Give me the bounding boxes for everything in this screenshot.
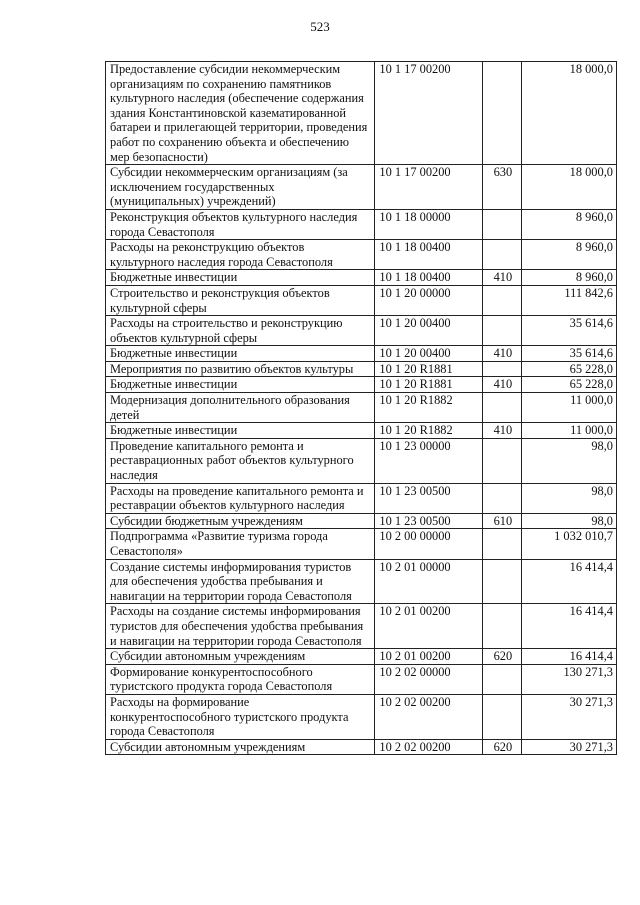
row-code-cell: 10 1 18 00400 bbox=[375, 270, 483, 286]
row-code-cell: 10 1 20 R1881 bbox=[375, 361, 483, 377]
row-amount-cell: 30 271,3 bbox=[522, 739, 617, 755]
row-code-cell: 10 2 01 00200 bbox=[375, 604, 483, 649]
row-name-cell: Создание системы информирования туристов для обеспечения удобства пребывания и навигации на территории города Севастополя bbox=[106, 559, 375, 604]
row-code-cell: 10 1 23 00000 bbox=[375, 438, 483, 483]
table-row bbox=[106, 559, 617, 604]
row-name-cell: Проведение капитального ремонта и реставрационных работ объектов культурного наследия bbox=[106, 438, 375, 483]
row-name-cell: Строительство и реконструкция объектов культурной сферы bbox=[106, 285, 375, 315]
row-code-cell: 10 2 01 00000 bbox=[375, 559, 483, 604]
row-code-cell: 10 2 02 00000 bbox=[375, 664, 483, 694]
row-name-cell: Бюджетные инвестиции bbox=[106, 377, 375, 393]
row-amount-cell: 98,0 bbox=[522, 483, 617, 513]
row-code-cell: 10 1 20 00400 bbox=[375, 316, 483, 346]
row-expense-type-cell: 630 bbox=[483, 165, 522, 210]
row-expense-type-cell: 620 bbox=[483, 649, 522, 665]
row-name-cell: Расходы на строительство и реконструкцию объектов культурной сферы bbox=[106, 316, 375, 346]
row-expense-type-cell: 410 bbox=[483, 423, 522, 439]
row-code-cell: 10 2 02 00200 bbox=[375, 739, 483, 755]
row-code-cell: 10 2 02 00200 bbox=[375, 694, 483, 739]
table-row bbox=[106, 604, 617, 649]
row-amount-cell: 16 414,4 bbox=[522, 604, 617, 649]
row-name-cell: Субсидии автономным учреждениям bbox=[106, 649, 375, 665]
row-expense-type-cell: 610 bbox=[483, 513, 522, 529]
table-row bbox=[106, 316, 617, 346]
table-row bbox=[106, 377, 617, 393]
table-row bbox=[106, 346, 617, 362]
row-name-cell: Реконструкция объектов культурного наследия города Севастополя bbox=[106, 209, 375, 239]
row-name-cell: Модернизация дополнительного образования детей bbox=[106, 393, 375, 423]
row-code-cell: 10 1 17 00200 bbox=[375, 62, 483, 165]
table-row bbox=[106, 664, 617, 694]
row-name-cell: Расходы на создание системы информирования туристов для обеспечения удобства пребывания и навигации на территории города Севастополя bbox=[106, 604, 375, 649]
table-row bbox=[106, 240, 617, 270]
row-code-cell: 10 2 01 00200 bbox=[375, 649, 483, 665]
row-name-cell: Бюджетные инвестиции bbox=[106, 423, 375, 439]
row-name-cell: Расходы на проведение капитального ремонта и реставрации объектов культурного наследия bbox=[106, 483, 375, 513]
row-expense-type-cell: 620 bbox=[483, 739, 522, 755]
table-row bbox=[106, 513, 617, 529]
row-expense-type-cell bbox=[483, 694, 522, 739]
row-expense-type-cell bbox=[483, 393, 522, 423]
row-name-cell: Подпрограмма «Развитие туризма города Севастополя» bbox=[106, 529, 375, 559]
row-amount-cell: 65 228,0 bbox=[522, 361, 617, 377]
row-code-cell: 10 1 23 00500 bbox=[375, 483, 483, 513]
budget-table bbox=[105, 61, 617, 755]
row-amount-cell: 65 228,0 bbox=[522, 377, 617, 393]
row-name-cell: Расходы на формирование конкурентоспособного туристского продукта города Севастополя bbox=[106, 694, 375, 739]
table-row bbox=[106, 483, 617, 513]
row-code-cell: 10 2 00 00000 bbox=[375, 529, 483, 559]
table-row bbox=[106, 361, 617, 377]
row-expense-type-cell bbox=[483, 62, 522, 165]
row-expense-type-cell bbox=[483, 316, 522, 346]
table-row bbox=[106, 285, 617, 315]
table-row bbox=[106, 649, 617, 665]
table-row bbox=[106, 694, 617, 739]
row-expense-type-cell: 410 bbox=[483, 270, 522, 286]
row-expense-type-cell bbox=[483, 559, 522, 604]
row-amount-cell: 30 271,3 bbox=[522, 694, 617, 739]
row-name-cell: Формирование конкурентоспособного туристского продукта города Севастополя bbox=[106, 664, 375, 694]
table-row bbox=[106, 529, 617, 559]
table-row bbox=[106, 393, 617, 423]
page-number: 523 bbox=[310, 19, 330, 34]
row-code-cell: 10 1 18 00000 bbox=[375, 209, 483, 239]
table-row bbox=[106, 270, 617, 286]
budget-table-body bbox=[106, 62, 617, 755]
table-row bbox=[106, 438, 617, 483]
row-code-cell: 10 1 20 00000 bbox=[375, 285, 483, 315]
row-amount-cell: 98,0 bbox=[522, 438, 617, 483]
row-amount-cell: 8 960,0 bbox=[522, 240, 617, 270]
row-expense-type-cell bbox=[483, 483, 522, 513]
table-row bbox=[106, 165, 617, 210]
row-amount-cell: 11 000,0 bbox=[522, 393, 617, 423]
row-code-cell: 10 1 17 00200 bbox=[375, 165, 483, 210]
row-amount-cell: 8 960,0 bbox=[522, 270, 617, 286]
row-expense-type-cell bbox=[483, 438, 522, 483]
row-code-cell: 10 1 20 00400 bbox=[375, 346, 483, 362]
row-name-cell: Бюджетные инвестиции bbox=[106, 346, 375, 362]
row-code-cell: 10 1 20 R1882 bbox=[375, 393, 483, 423]
row-amount-cell: 11 000,0 bbox=[522, 423, 617, 439]
table-row bbox=[106, 209, 617, 239]
row-name-cell: Предоставление субсидии некоммерческим организациям по сохранению памятников культурного наследия (обеспечение содержания здания Константиновской казематированной батареи и прилегающей территории, проведения работ по сохранению объекта и обеспечению мер безопасности) bbox=[106, 62, 375, 165]
row-amount-cell: 35 614,6 bbox=[522, 346, 617, 362]
row-name-cell: Расходы на реконструкцию объектов культурного наследия города Севастополя bbox=[106, 240, 375, 270]
row-code-cell: 10 1 18 00400 bbox=[375, 240, 483, 270]
row-code-cell: 10 1 23 00500 bbox=[375, 513, 483, 529]
row-name-cell: Субсидии бюджетным учреждениям bbox=[106, 513, 375, 529]
row-name-cell: Мероприятия по развитию объектов культуры bbox=[106, 361, 375, 377]
row-name-cell: Бюджетные инвестиции bbox=[106, 270, 375, 286]
row-amount-cell: 18 000,0 bbox=[522, 165, 617, 210]
row-expense-type-cell bbox=[483, 529, 522, 559]
row-amount-cell: 8 960,0 bbox=[522, 209, 617, 239]
row-expense-type-cell: 410 bbox=[483, 377, 522, 393]
row-amount-cell: 18 000,0 bbox=[522, 62, 617, 165]
row-amount-cell: 1 032 010,7 bbox=[522, 529, 617, 559]
row-code-cell: 10 1 20 R1881 bbox=[375, 377, 483, 393]
row-name-cell: Субсидии некоммерческим организациям (за исключением государственных (муниципальных) учреждений) bbox=[106, 165, 375, 210]
row-amount-cell: 35 614,6 bbox=[522, 316, 617, 346]
row-expense-type-cell bbox=[483, 664, 522, 694]
row-amount-cell: 111 842,6 bbox=[522, 285, 617, 315]
row-name-cell: Субсидии автономным учреждениям bbox=[106, 739, 375, 755]
row-amount-cell: 16 414,4 bbox=[522, 559, 617, 604]
row-amount-cell: 98,0 bbox=[522, 513, 617, 529]
row-expense-type-cell: 410 bbox=[483, 346, 522, 362]
row-expense-type-cell bbox=[483, 209, 522, 239]
row-expense-type-cell bbox=[483, 285, 522, 315]
row-amount-cell: 130 271,3 bbox=[522, 664, 617, 694]
table-row bbox=[106, 739, 617, 755]
table-row bbox=[106, 62, 617, 165]
row-expense-type-cell bbox=[483, 240, 522, 270]
row-amount-cell: 16 414,4 bbox=[522, 649, 617, 665]
row-expense-type-cell bbox=[483, 361, 522, 377]
row-code-cell: 10 1 20 R1882 bbox=[375, 423, 483, 439]
row-expense-type-cell bbox=[483, 604, 522, 649]
table-row bbox=[106, 423, 617, 439]
